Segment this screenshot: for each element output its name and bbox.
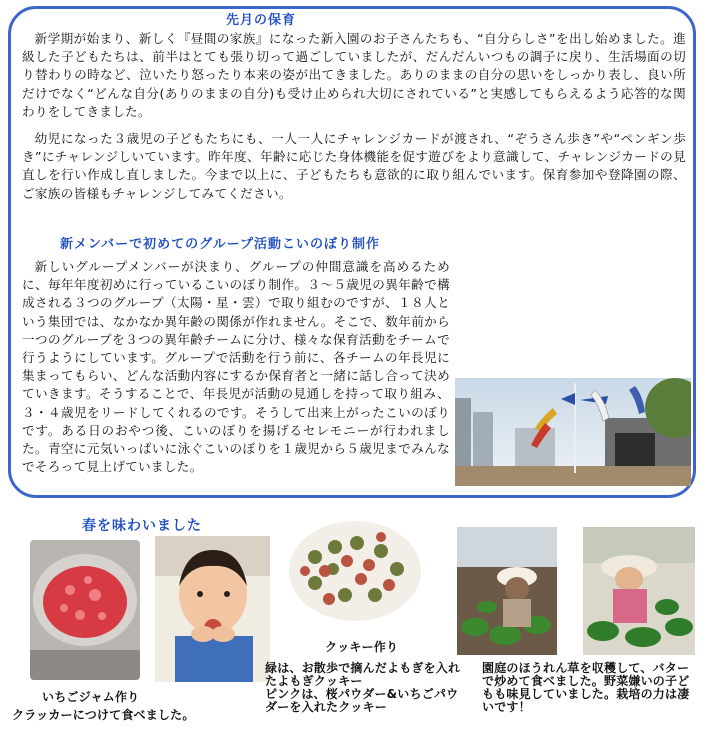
cookie-description: 緑は、お散歩で摘んだよもぎを入れたよもぎクッキー ピンクは、桜パウダー&いちごパウダーを入れたクッキー xyxy=(265,661,461,714)
harvesting-spinach-photo-1 xyxy=(457,527,557,655)
koinobori-photo xyxy=(455,378,691,486)
section-heading-spring: 春を味わいました xyxy=(82,518,202,534)
cookie-tray-photo xyxy=(285,517,425,629)
harvesting-spinach-photo-2 xyxy=(583,527,695,655)
child-eating-cracker-photo xyxy=(155,536,270,682)
cracker-caption: クラッカーにつけて食べました。 xyxy=(12,708,195,722)
section-heading-last-month: 先月の保育 xyxy=(226,13,297,28)
cookie-caption: クッキー作り xyxy=(325,640,399,654)
last-month-paragraph-2: 幼児になった３歳児の子どもたちにも、一人一人にチャレンジカードが渡され、“ぞうさん歩き”や“ペンギン歩き”にチャレンジしいています。昨年度、年齢に応じた身体機能を促す遊びをより意識して、チャレンジカードの見直しを行い作成し直しました。今まで以上に、子どもたちも意欲的に取り組んでいます。保育参加や登降園の際、ご家族の皆様もチャレンジしてみてください。 xyxy=(22,131,686,201)
garden-description: 園庭のほうれん草を収穫して、バターで炒めて食べました。野菜嫌いの子どもも味見していました。栽培の力は凄いです！ xyxy=(482,661,690,714)
koinobori-paragraph: 新しいグループメンバーが決まり、グループの仲間意識を高めるために、毎年年度初めに行っているこいのぼり制作。３～５歳児の異年齢で構成される３つのグループ（太陽・星・雲）で取り組むのですが、１８人という集団では、なかなか異年齢の関係が作れません。そこで、数年前から一つのグループを３つの異年齢チームに分け、様々な保育活動をチームで行うようにしています。グループで活動を行う前に、各チームの年長児に集まってもらい、どんな活動内容にするか保育者と一緒に話し合って決めていきます。そうすることで、年長児が活動の見通しを持って取り組み、３・４歳児をリードしてくれるのです。そうして出来上がったこいのぼりです。ある日のおやつ後、こいのぼりを揚げるセレモニーが行われました。青空に元気いっぱいに泳ぐこいのぼりを１歳児から５歳児までみんなでそろって見上げていました。 xyxy=(22,258,686,478)
jam-caption: いちごジャム作り xyxy=(42,690,140,704)
strawberry-jam-pot-photo xyxy=(30,540,140,680)
section-heading-koinobori: 新メンバーで初めてのグループ活動こいのぼり制作 xyxy=(60,237,381,252)
last-month-paragraph-1: 新学期が始まり、新しく『昼間の家族』になった新入園のお子さんたちも、“自分らしさ”を出し始めました。進級した子どもたちは、前半はとても張り切って過ごしていましたが、だんだんいつもの調子に戻り、生活場面の切り替わりの時など、泣いたり怒ったり本来の姿が出てきました。ありのままの自分の思いをしっかり表し、良い所だけでなく“どんな自分(ありのままの自分)も受け止められ大切にされている”と実感してもらえるよう応答的な関わりをしてきました。 xyxy=(22,31,686,119)
